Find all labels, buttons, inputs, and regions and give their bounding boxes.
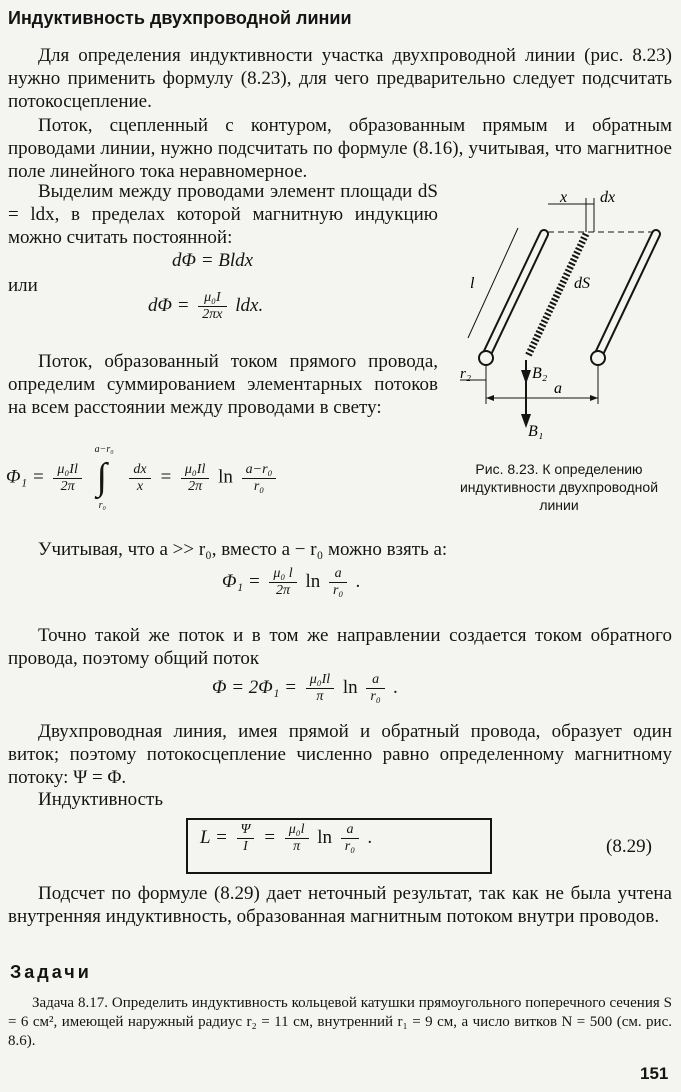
label-b2: B₂ bbox=[532, 365, 548, 382]
eq5-lhs: Φ = 2Φ₁ = bbox=[212, 676, 297, 698]
label-ds: dS bbox=[574, 275, 590, 292]
eq6-frac3 bbox=[341, 822, 359, 855]
label-l: l bbox=[470, 275, 475, 292]
eq4-lhs: Φ₁ = bbox=[222, 570, 261, 592]
eq6-f1-den: I bbox=[243, 839, 248, 854]
eq6-frac1 bbox=[237, 822, 255, 855]
eq4-den: 2π bbox=[276, 583, 291, 598]
equation-phi1-approx bbox=[222, 566, 361, 599]
eq4-end: . bbox=[356, 570, 361, 592]
eq6-frac2 bbox=[285, 822, 309, 855]
label-b1: B₁ bbox=[528, 423, 544, 440]
eq3-f4-num: a−r₀ bbox=[242, 462, 277, 479]
paragraph-4: Поток, образованный током прямого провода, определим суммированием элементарных потоков на всем расстоянии между проводами в свету: bbox=[8, 351, 438, 418]
integral-lower-limit: r₀ bbox=[98, 500, 106, 511]
eq6-end: . bbox=[367, 826, 373, 848]
eq2-lhs: dΦ = bbox=[148, 294, 190, 316]
paragraph-8: Индуктивность bbox=[38, 789, 164, 810]
eq3-frac2 bbox=[129, 462, 150, 495]
dimension-l bbox=[468, 228, 518, 338]
eq5-ln: ln bbox=[342, 676, 358, 698]
eq3-f2-den: x bbox=[136, 478, 144, 494]
eq3-f4-den: r₀ bbox=[253, 478, 265, 494]
left-wire-end bbox=[479, 351, 493, 365]
tasks-title: Задачи bbox=[10, 962, 92, 982]
label-r2: r₂ bbox=[460, 366, 472, 382]
eq4-ln: ln bbox=[305, 570, 321, 592]
eq3-f2-num: dx bbox=[129, 462, 150, 479]
figure-two-wire-line bbox=[448, 188, 676, 448]
eq3-frac4 bbox=[242, 462, 277, 495]
eq5-frac1 bbox=[306, 672, 334, 705]
eq3-f3-den: 2π bbox=[188, 478, 203, 494]
paragraph-7: Двухпроводная линия, имея прямой и обратный провода, образует один виток; поэтому потокосцепление численно равно определенному магнитному потоку: Ψ = Φ. bbox=[8, 721, 672, 788]
equation-total-flux bbox=[212, 672, 398, 705]
equation-dphi-fraction bbox=[148, 290, 263, 323]
eq4-frac2 bbox=[329, 566, 347, 599]
integral-sign bbox=[91, 444, 121, 511]
eq5-num: μ₀Il bbox=[306, 672, 334, 689]
task-8-17: Задача 8.17. Определить индуктивность кольцевой катушки прямоугольного поперечного сечения S = 6 см², имеющей наружный радиус r₂ = 11 см, внутренний r₁ = 9 см, а число витков N = 500 (см. рис. 8.6). bbox=[8, 995, 672, 1049]
label-x: x bbox=[560, 189, 568, 206]
paragraph-2: Поток, сцепленный с контуром, образованным прямым и обратным проводами линии, нужно подсчитать по формуле (8.16), учитывая, что магнитное поле линейного тока неравномерное. bbox=[8, 115, 672, 182]
eq6-lhs: L = bbox=[200, 826, 228, 848]
eq6-f2-num: μ₀l bbox=[285, 822, 309, 839]
eq4-num: μ₀ l bbox=[269, 566, 296, 583]
eq3-lhs: Φ₁ = bbox=[6, 466, 45, 488]
eq6-f2-den: π bbox=[293, 839, 301, 854]
paragraph-1: Для определения индуктивности участка двухпроводной линии (рис. 8.23) нужно применить формулу (8.23), для чего предварительно следует подсчитать потокосцепление. bbox=[8, 45, 672, 112]
eq5-num2: a bbox=[366, 672, 384, 689]
paragraph-6: Точно такой же поток и в том же направлении создается током обратного провода, поэтому общий поток bbox=[8, 625, 672, 669]
figure-caption: Рис. 8.23. К определению индуктивности двухпроводной линии bbox=[459, 461, 659, 513]
a-arrow-left bbox=[486, 395, 494, 401]
eq4-frac1 bbox=[269, 566, 296, 599]
eq2-rhs: ldx. bbox=[235, 294, 264, 316]
eq5-end: . bbox=[393, 676, 399, 698]
page-number: 151 bbox=[640, 1064, 669, 1083]
eq6-mid: = bbox=[263, 826, 276, 848]
eq5-den: π bbox=[316, 689, 324, 704]
eq3-f3-num: μ₀Il bbox=[181, 462, 209, 479]
eq4-num2: a bbox=[329, 566, 347, 583]
integral-symbol: ∫ bbox=[96, 456, 108, 498]
eq6-f1-num: Ψ bbox=[237, 822, 255, 839]
label-a: a bbox=[554, 380, 562, 397]
word-or: или bbox=[8, 275, 38, 296]
a-arrow-right bbox=[590, 395, 598, 401]
eq3-ln: ln bbox=[218, 466, 233, 488]
integral-upper-limit: a−r₀ bbox=[94, 444, 114, 455]
eq3-frac3 bbox=[181, 462, 209, 495]
eq4-den2: r₀ bbox=[332, 583, 344, 598]
eq5-den2: r₀ bbox=[370, 689, 381, 704]
eq3-frac1 bbox=[53, 462, 81, 495]
eq2-den: 2πx bbox=[202, 307, 223, 322]
equation-dphi-bldx: dΦ = Bldx bbox=[172, 250, 254, 271]
eq3-f1-den: 2π bbox=[60, 478, 75, 494]
paragraph-5: Учитывая, что a >> r₀, вместо a − r₀ можно взять a: bbox=[38, 539, 448, 560]
b2-arrowhead bbox=[521, 370, 531, 384]
equation-phi1-integral bbox=[6, 444, 280, 511]
eq6-ln: ln bbox=[317, 826, 333, 848]
label-dx: dx bbox=[600, 189, 616, 206]
eq2-fraction bbox=[198, 290, 226, 323]
equation-inductance bbox=[200, 822, 373, 855]
equation-number: (8.29) bbox=[606, 836, 652, 857]
eq3-f1-num: μ₀Il bbox=[53, 462, 81, 479]
paragraph-9: Подсчет по формуле (8.29) дает неточный результат, так как не была учтена внутренняя индуктивность, образованная магнитным потоком внутри проводов. bbox=[8, 883, 672, 927]
section-title: Индуктивность двухпроводной линии bbox=[8, 8, 352, 28]
eq6-f3-den: r₀ bbox=[344, 839, 356, 854]
right-wire-end bbox=[591, 351, 605, 365]
eq2-num: μ₀I bbox=[198, 290, 226, 307]
eq3-mid: = bbox=[159, 466, 173, 488]
right-wire-inner bbox=[598, 234, 656, 356]
paragraph-3: Выделим между проводами элемент площади dS = ldx, в пределах которой магнитную индукцию можно считать постоянной: bbox=[8, 181, 438, 248]
eq5-frac2 bbox=[366, 672, 384, 705]
left-wire-inner bbox=[486, 234, 544, 356]
eq6-f3-num: a bbox=[341, 822, 359, 839]
